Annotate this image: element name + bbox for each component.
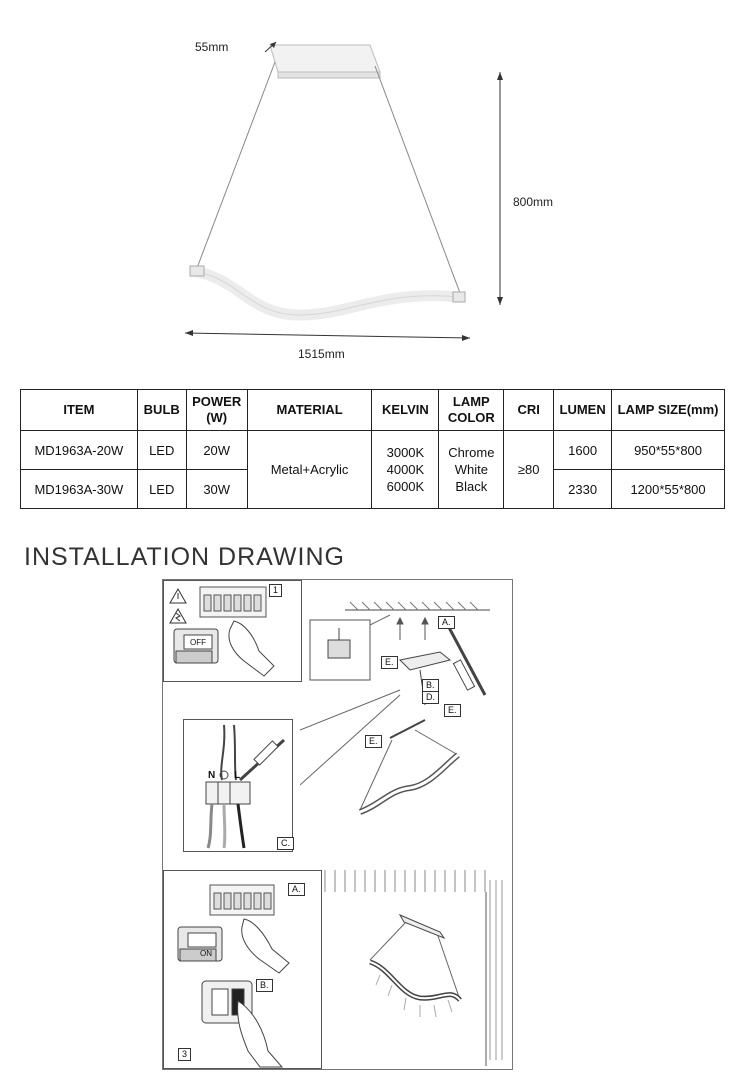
height-label: 800mm xyxy=(513,195,554,209)
tag-e: E. xyxy=(444,704,461,717)
step3-number: 3 xyxy=(178,1048,191,1061)
header-lumen: LUMEN xyxy=(554,390,612,431)
cell-cri: ≥80 xyxy=(504,431,554,509)
lit-lamp-illustration xyxy=(320,870,510,1067)
wiring-inset xyxy=(183,719,293,852)
tag-a: A. xyxy=(438,616,455,629)
cell-size: 1200*55*800 xyxy=(612,470,725,509)
cell-power: 30W xyxy=(186,470,247,509)
canopy-width-label: 55mm xyxy=(195,40,229,54)
wire-l-label: L xyxy=(234,770,241,781)
header-cri: CRI xyxy=(504,390,554,431)
cell-lamp-color xyxy=(439,431,504,509)
step3-tag-b: B. xyxy=(256,979,273,992)
header-lamp-color xyxy=(439,390,504,431)
kelvin-value: 4000K xyxy=(386,462,425,477)
header-lamp-color-line1: LAMP xyxy=(452,394,490,409)
tag-e: E. xyxy=(381,656,398,669)
table-header-row xyxy=(21,390,725,431)
cell-bulb: LED xyxy=(137,431,186,470)
tag-c: C. xyxy=(277,837,294,850)
cell-lumen: 2330 xyxy=(554,470,612,509)
header-kelvin: KELVIN xyxy=(372,390,439,431)
wire-n-label: N xyxy=(208,770,216,781)
header-power-line2: (W) xyxy=(206,410,228,425)
cell-lumen: 1600 xyxy=(554,431,612,470)
tag-e: E. xyxy=(365,735,382,748)
switch-off-label: OFF xyxy=(190,638,206,647)
color-value: White xyxy=(454,462,488,477)
kelvin-value: 3000K xyxy=(386,445,425,460)
tag-d: D. xyxy=(422,691,439,704)
header-bulb: BULB xyxy=(137,390,186,431)
kelvin-value: 6000K xyxy=(386,479,425,494)
spec-table xyxy=(20,389,725,509)
wiring-illustration xyxy=(184,720,292,851)
cell-size: 950*55*800 xyxy=(612,431,725,470)
step3-panel xyxy=(163,870,322,1069)
header-lamp-size: LAMP SIZE(mm) xyxy=(612,390,725,431)
step1-panel xyxy=(163,580,302,682)
table-row xyxy=(21,431,725,470)
header-material: MATERIAL xyxy=(247,390,372,431)
installation-heading: INSTALLATION DRAWING xyxy=(24,543,345,571)
cell-bulb: LED xyxy=(137,470,186,509)
product-dimension-drawing xyxy=(0,0,750,370)
mounting-illustration xyxy=(300,580,510,870)
length-label: 1515mm xyxy=(298,347,345,361)
header-item: ITEM xyxy=(21,390,138,431)
header-lamp-color-line2: COLOR xyxy=(447,410,495,425)
step1-number: 1 xyxy=(269,584,282,597)
color-value: Black xyxy=(455,479,488,494)
tag-b: B. xyxy=(422,679,439,692)
cell-power: 20W xyxy=(186,431,247,470)
step3-illustration xyxy=(164,871,321,1068)
color-value: Chrome xyxy=(448,445,495,460)
cell-kelvin xyxy=(372,431,439,509)
switch-on-label: ON xyxy=(200,949,212,958)
header-power-line1: POWER xyxy=(192,394,242,409)
step3-tag-a: A. xyxy=(288,883,305,896)
cell-material: Metal+Acrylic xyxy=(247,431,372,509)
cell-item: MD1963A-30W xyxy=(21,470,138,509)
header-power xyxy=(186,390,247,431)
cell-item: MD1963A-20W xyxy=(21,431,138,470)
